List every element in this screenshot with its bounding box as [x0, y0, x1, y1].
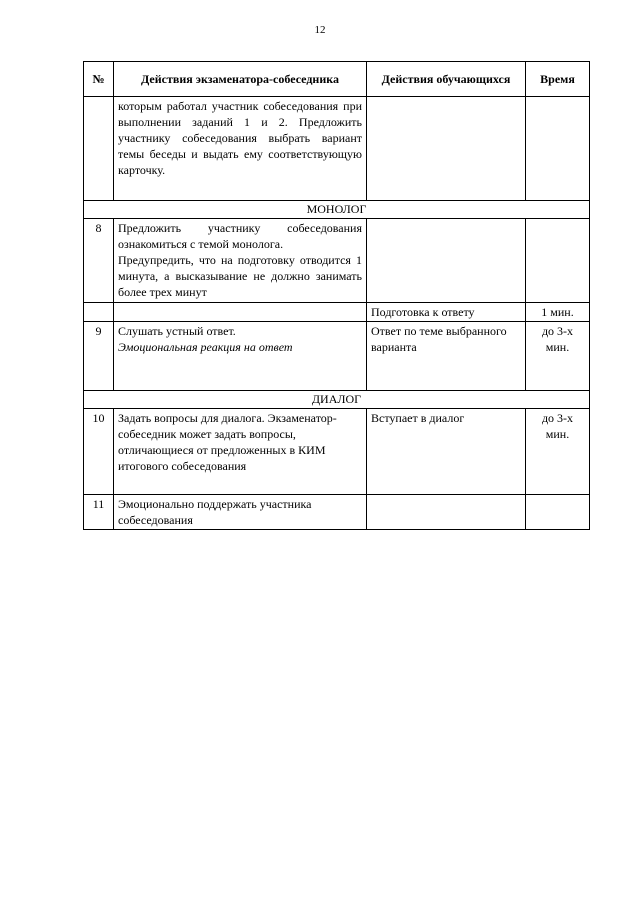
schedule-table — [83, 61, 590, 530]
cell-num — [84, 97, 114, 201]
cell-examiner: Задать вопросы для диалога. Экзаменатор-собеседник может задать вопросы, отличающиеся от предложенных в КИМ итогового собеседования — [114, 409, 367, 495]
cell-students — [367, 219, 526, 303]
section-row-monolog — [84, 201, 590, 219]
cell-time — [526, 219, 590, 303]
examiner-paragraph: Слушать устный ответ. — [118, 324, 236, 338]
header-examiner: Действия экзаменатора-собеседника — [114, 62, 367, 97]
cell-examiner — [114, 219, 367, 303]
cell-students: Подготовка к ответу — [367, 303, 526, 322]
cell-time: до 3-х мин. — [526, 322, 590, 391]
cell-examiner: которым работал участник собеседования при выполнении заданий 1 и 2. Предложить участнику собеседования выбрать вариант темы беседы и выдать ему соответствующую карточку. — [114, 97, 367, 201]
header-students: Действия обучающихся — [367, 62, 526, 97]
table-header-row — [84, 62, 590, 97]
examiner-paragraph: Предложить участнику собеседования ознакомиться с темой монолога. — [118, 221, 362, 251]
table-row — [84, 409, 590, 495]
cell-time: 1 мин. — [526, 303, 590, 322]
cell-time: до 3-х мин. — [526, 409, 590, 495]
cell-num: 11 — [84, 495, 114, 530]
table-row — [84, 303, 590, 322]
table-row — [84, 322, 590, 391]
cell-students — [367, 495, 526, 530]
cell-time — [526, 97, 590, 201]
section-title-monolog: МОНОЛОГ — [84, 201, 590, 219]
header-time: Время — [526, 62, 590, 97]
cell-examiner — [114, 322, 367, 391]
header-num: № — [84, 62, 114, 97]
cell-students: Вступает в диалог — [367, 409, 526, 495]
section-row-dialog — [84, 391, 590, 409]
cell-num — [84, 303, 114, 322]
table-row — [84, 495, 590, 530]
examiner-paragraph: Предупредить, что на подготовку отводится 1 минута, а высказывание не должно занимать более трех минут — [118, 253, 362, 299]
cell-examiner — [114, 303, 367, 322]
cell-num: 9 — [84, 322, 114, 391]
cell-num: 10 — [84, 409, 114, 495]
table-row — [84, 97, 590, 201]
section-title-dialog: ДИАЛОГ — [84, 391, 590, 409]
cell-num: 8 — [84, 219, 114, 303]
table-row — [84, 219, 590, 303]
cell-examiner: Эмоционально поддержать участника собеседования — [114, 495, 367, 530]
cell-students: Ответ по теме выбранного варианта — [367, 322, 526, 391]
page-number: 12 — [314, 24, 326, 36]
cell-time — [526, 495, 590, 530]
cell-students — [367, 97, 526, 201]
examiner-paragraph-italic: Эмоциональная реакция на ответ — [118, 340, 293, 354]
